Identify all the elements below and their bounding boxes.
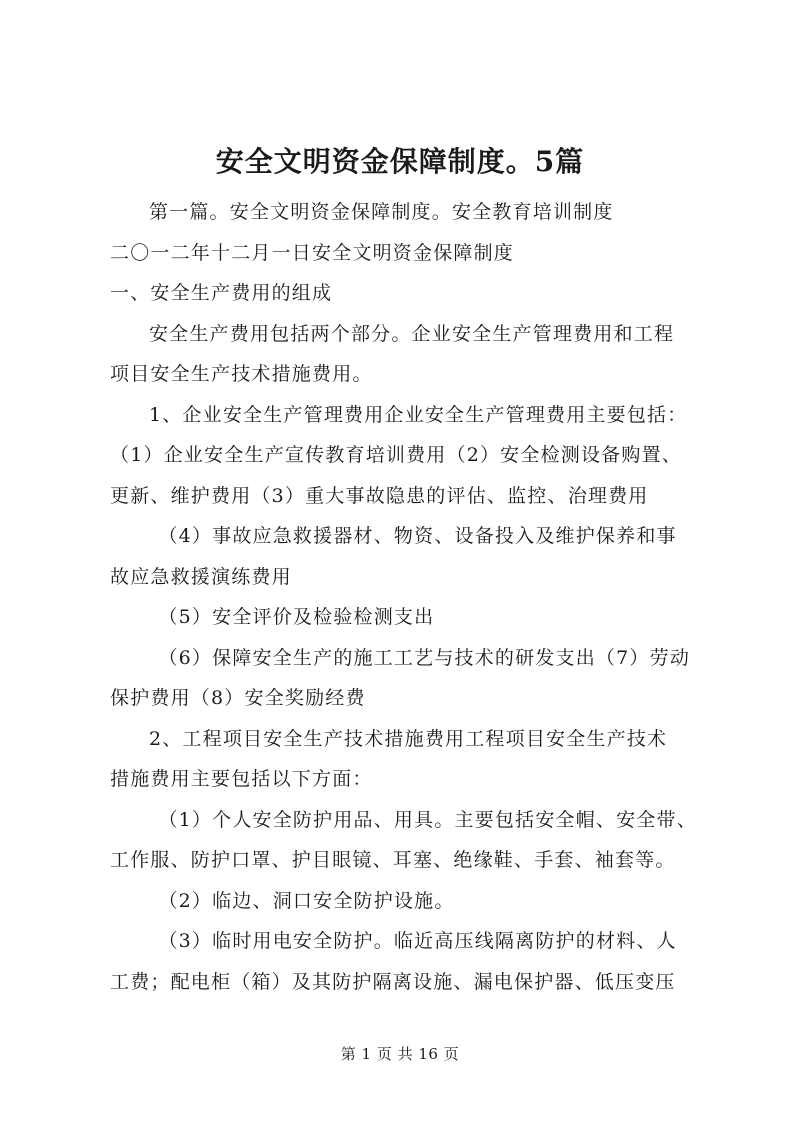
body-line: （3）临时用电安全防护。临近高压线隔离防护的材料、人 <box>158 930 677 952</box>
body-line: 工费；配电柜（箱）及其防护隔离设施、漏电保护器、低压变压 <box>110 970 676 993</box>
body-line: （1）个人安全防护用品、用具。主要包括安全帽、安全带、 <box>158 808 697 831</box>
body-line: 二〇一二年十二月一日安全文明资金保障制度 <box>110 241 515 264</box>
body-line: 项目安全生产技术措施费用。 <box>110 363 373 385</box>
body-line: 2、工程项目安全生产技术措施费用工程项目安全生产技术 <box>148 727 668 750</box>
body-line: 一、安全生产费用的组成 <box>110 282 333 304</box>
body-line: （1）企业安全生产宣传教育培训费用（2）安全检测设备购置、 <box>110 444 682 466</box>
body-line: 安全生产费用包括两个部分。企业安全生产管理费用和工程 <box>148 322 675 345</box>
document-title: 安全文明资金保障制度。5篇 <box>215 145 585 178</box>
document-body <box>110 192 710 1002</box>
body-line: 1、企业安全生产管理费用企业安全生产管理费用主要包括： <box>148 403 688 426</box>
body-line: 保护费用（8）安全奖励经费 <box>110 687 366 709</box>
body-line: 更新、维护费用（3）重大事故隐患的评估、监控、治理费用 <box>110 484 649 507</box>
body-line: 故应急救援演练费用 <box>110 565 292 588</box>
body-line: 第一篇。安全文明资金保障制度。安全教育培训制度 <box>148 201 614 223</box>
page-footer: 第 1 页 共 16 页 <box>340 1045 460 1063</box>
body-line: （2）临边、洞口安全防护设施。 <box>158 889 455 912</box>
body-line: 工作服、防护口罩、护目眼镜、耳塞、绝缘鞋、手套、袖套等。 <box>110 849 676 871</box>
body-line: 措施费用主要包括以下方面： <box>110 768 373 790</box>
body-line: （4）事故应急救援器材、物资、设备投入及维护保养和事 <box>158 525 677 547</box>
body-line: （6）保障安全生产的施工工艺与技术的研发支出（7）劳动 <box>158 646 691 669</box>
body-line: （5）安全评价及检验检测支出 <box>158 606 435 628</box>
